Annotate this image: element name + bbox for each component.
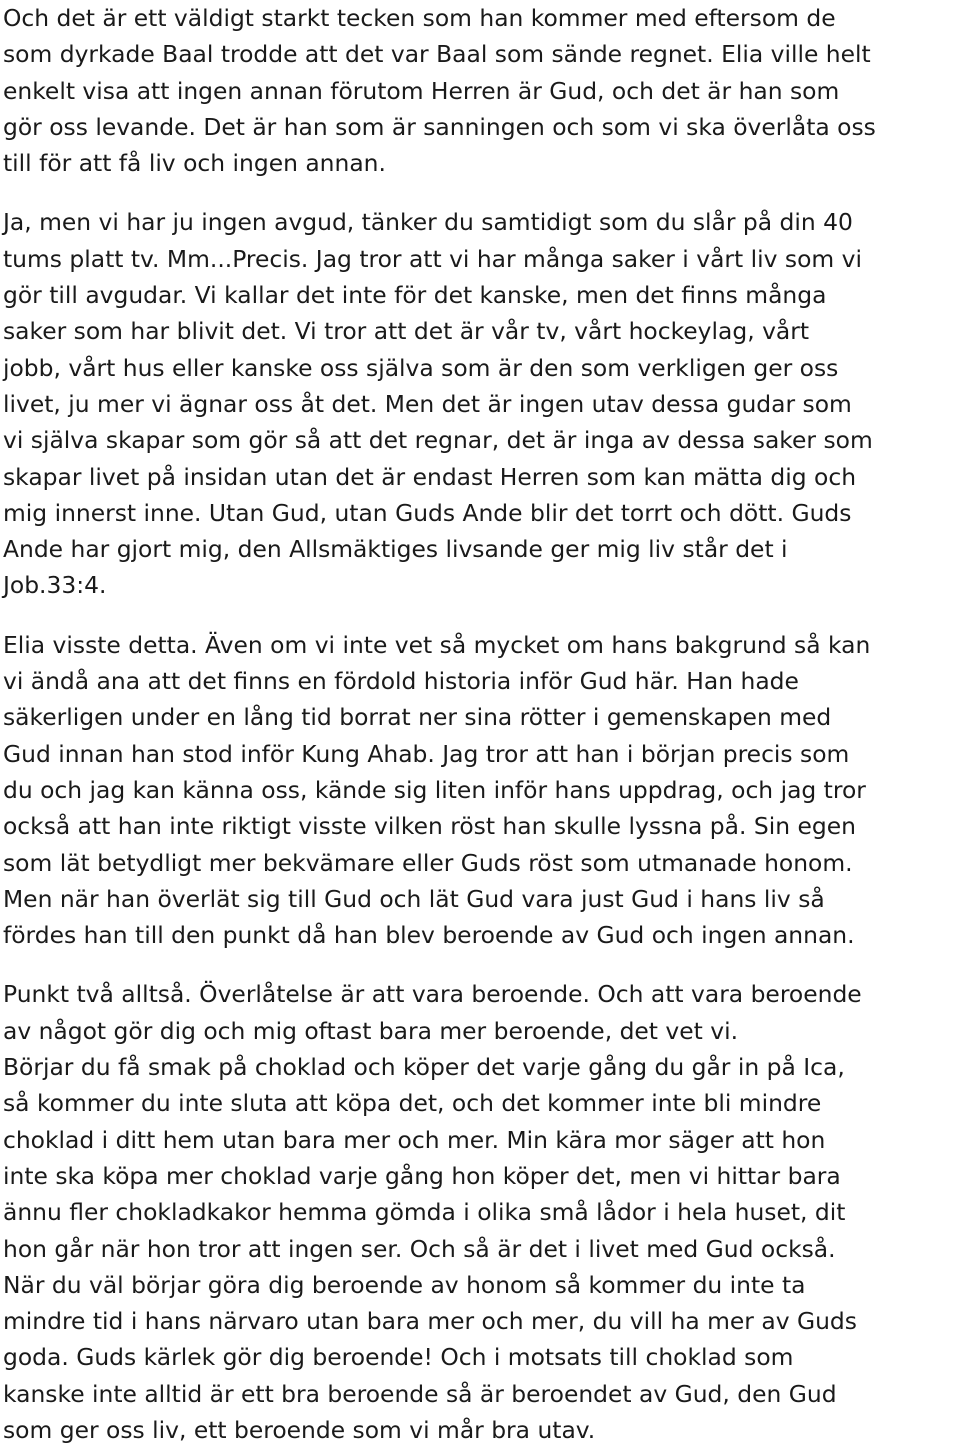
text-line: också att han inte riktigt visste vilken röst han skulle lyssna på. Sin egen: [3, 812, 856, 841]
paragraph-1: [3, 0, 958, 181]
text-line: du och jag kan känna oss, kände sig liten inför hans uppdrag, och jag tror: [3, 775, 866, 804]
text-line: Men när han överlät sig till Gud och lät Gud vara just Gud i hans liv så: [3, 884, 825, 913]
text-line: så kommer du inte sluta att köpa det, och det kommer inte bli mindre: [3, 1089, 822, 1118]
text-line: enkelt visa att ingen annan förutom Herren är Gud, och det är han som: [3, 76, 840, 105]
text-line: vi själva skapar som gör så att det regnar, det är inga av dessa saker som: [3, 426, 873, 455]
text-line: säkerligen under en lång tid borrat ner sina rötter i gemenskapen med: [3, 703, 832, 732]
text-line: tums platt tv. Mm...Precis. Jag tror att vi har många saker i vårt liv som vi: [3, 244, 862, 273]
text-line: Börjar du få smak på choklad och köper det varje gång du går in på Ica,: [3, 1053, 845, 1082]
text-line: kanske inte alltid är ett bra beroende så är beroendet av Gud, den Gud: [3, 1379, 837, 1408]
paragraph-4: [3, 976, 958, 1448]
text-line: jobb, vårt hus eller kanske oss själva som är den som verkligen ger oss: [3, 353, 839, 382]
text-line: hon går när hon tror att ingen ser. Och så är det i livet med Gud också.: [3, 1234, 836, 1263]
document-page: [3, 0, 958, 1448]
text-line: fördes han till den punkt då han blev beroende av Gud och ingen annan.: [3, 921, 855, 950]
text-line: mig innerst inne. Utan Gud, utan Guds Ande blir det torrt och dött. Guds: [3, 498, 852, 527]
text-line: Gud innan han stod inför Kung Ahab. Jag tror att han i början precis som: [3, 739, 850, 768]
text-line: av något gör dig och mig oftast bara mer beroende, det vet vi.: [3, 1016, 739, 1045]
text-line: ännu fler chokladkakor hemma gömda i olika små lådor i hela huset, dit: [3, 1198, 846, 1227]
text-line: Job.33:4.: [3, 571, 107, 600]
text-line: som dyrkade Baal trodde att det var Baal som sände regnet. Elia ville helt: [3, 40, 871, 69]
text-line: skapar livet på insidan utan det är endast Herren som kan mätta dig och: [3, 462, 857, 491]
text-line: goda. Guds kärlek gör dig beroende! Och i motsats till choklad som: [3, 1343, 794, 1372]
text-line: livet, ju mer vi ägnar oss åt det. Men det är ingen utav dessa gudar som: [3, 389, 852, 418]
text-line: gör oss levande. Det är han som är sanningen och som vi ska överlåta oss: [3, 112, 876, 141]
text-line: Elia visste detta. Även om vi inte vet så mycket om hans bakgrund så kan: [3, 630, 871, 659]
text-line: som ger oss liv, ett beroende som vi mår bra utav.: [3, 1415, 596, 1444]
text-line: vi ändå ana att det finns en fördold historia inför Gud här. Han hade: [3, 667, 799, 696]
text-line: som lät betydligt mer bekvämare eller Guds röst som utmanade honom.: [3, 848, 853, 877]
text-line: Ande har gjort mig, den Allsmäktiges livsande ger mig liv står det i: [3, 535, 788, 564]
paragraph-2: [3, 204, 958, 603]
text-line: Punkt två alltså. Överlåtelse är att vara beroende. Och att vara beroende: [3, 980, 862, 1009]
paragraph-3: [3, 627, 958, 954]
text-line: gör till avgudar. Vi kallar det inte för det kanske, men det finns många: [3, 281, 827, 310]
text-line: saker som har blivit det. Vi tror att det är vår tv, vårt hockeylag, vårt: [3, 317, 810, 346]
text-line: När du väl börjar göra dig beroende av honom så kommer du inte ta: [3, 1270, 806, 1299]
text-line: inte ska köpa mer choklad varje gång hon köper det, men vi hittar bara: [3, 1161, 841, 1190]
text-line: mindre tid i hans närvaro utan bara mer och mer, du vill ha mer av Guds: [3, 1307, 857, 1336]
text-line: Ja, men vi har ju ingen avgud, tänker du samtidigt som du slår på din 40: [3, 208, 853, 237]
text-line: till för att få liv och ingen annan.: [3, 149, 386, 178]
text-line: choklad i ditt hem utan bara mer och mer. Min kära mor säger att hon: [3, 1125, 826, 1154]
text-line: Och det är ett väldigt starkt tecken som han kommer med eftersom de: [3, 4, 836, 32]
